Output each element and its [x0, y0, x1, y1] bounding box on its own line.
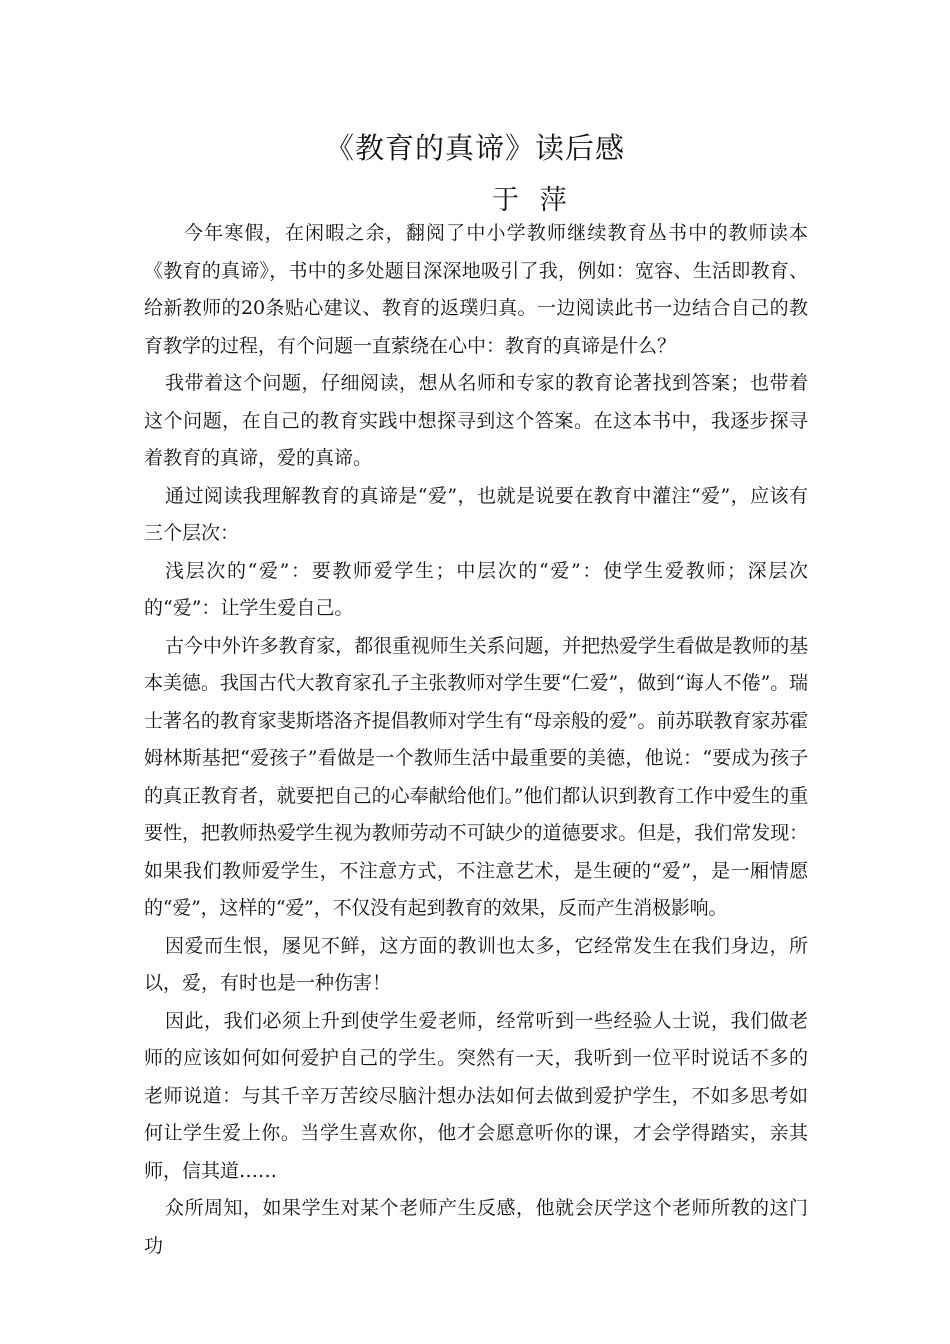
document-title: 《教育的真谛》读后感 [324, 131, 625, 165]
document-body [144, 215, 808, 1265]
paragraph: 通过阅读我理解教育的真谛是“爱”，也就是说要在教育中灌注“爱”，应该有三个层次： [144, 484, 808, 544]
paragraph: 今年寒假，在闲暇之余，翻阅了中小学教师继续教育丛书中的教师读本《教育的真谛》，书中的多处题目深深地吸引了我，例如：宽容、生活即教育、给新教师的20条贴心建议、教育的返璞归真。一边阅读此书一边结合自己的教育教学的过程，有个问题一直萦绕在心中：教育的真谛是什么？ [144, 222, 808, 357]
document-author: 于 萍 [492, 185, 573, 216]
paragraph: 浅层次的“爱”：要教师爱学生；中层次的“爱”：使学生爱教师；深层次的“爱”：让学生爱自己。 [144, 559, 808, 619]
paragraph: 因此，我们必须上升到使学生爱老师，经常听到一些经验人士说，我们做老师的应该如何如何爱护自己的学生。突然有一天，我听到一位平时说话不多的老师说道：与其千辛万苦绞尽脑汁想办法如何去做到爱护学生，不如多思考如何让学生爱上你。当学生喜欢你，他才会愿意听你的课，才会学得踏实，亲其师，信其道…… [144, 1009, 808, 1182]
paragraph: 众所周知，如果学生对某个老师产生反感，他就会厌学这个老师所教的这门功 [144, 1197, 808, 1257]
paragraph: 我带着这个问题，仔细阅读，想从名师和专家的教育论著找到答案；也带着这个问题，在自己的教育实践中想探寻到这个答案。在这本书中，我逐步探寻着教育的真谛，爱的真谛。 [144, 372, 808, 469]
paragraph: 古今中外许多教育家，都很重视师生关系问题，并把热爱学生看做是教师的基本美德。我国古代大教育家孔子主张教师对学生要“仁爱”，做到“诲人不倦”。瑞士著名的教育家斐斯塔洛齐提倡教师对学生有“母亲般的爱”。前苏联教育家苏霍姆林斯基把“爱孩子”看做是一个教师生活中最重要的美德，他说：“要成为孩子的真正教育者，就要把自己的心奉献给他们。”他们都认识到教育工作中爱生的重要性，把教师热爱学生视为教师劳动不可缺少的道德要求。但是，我们常发现：如果我们教师爱学生，不注意方式，不注意艺术，是生硬的“爱”，是一厢情愿的“爱”，这样的“爱”，不仅没有起到教育的效果，反而产生消极影响。 [144, 634, 808, 919]
paragraph: 因爱而生恨，屡见不鲜，这方面的教训也太多，它经常发生在我们身边，所以，爱，有时也是一种伤害！ [144, 934, 808, 994]
